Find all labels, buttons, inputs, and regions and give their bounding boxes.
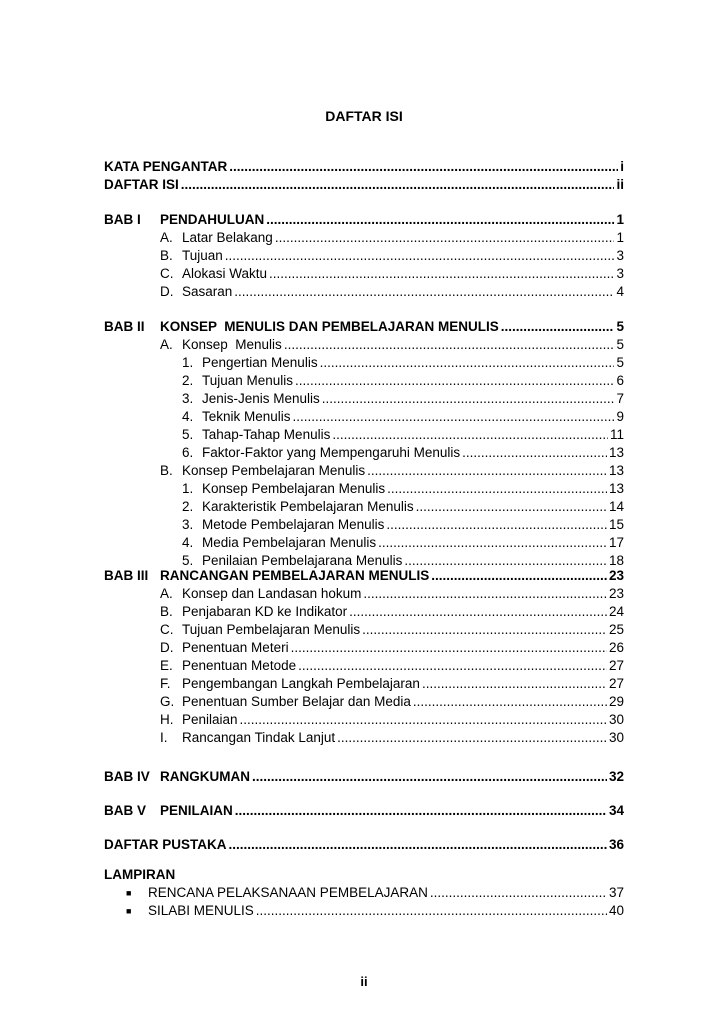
toc-entry-text: DAFTAR PUSTAKA — [104, 837, 227, 852]
toc-page-number: 24 — [608, 604, 624, 619]
toc-page-number: i — [620, 159, 624, 174]
section-letter: C. — [160, 266, 174, 281]
section-letter: A. — [160, 586, 173, 601]
toc-entry-text: PENILAIAN — [160, 803, 233, 818]
leader-dots — [332, 426, 608, 444]
leader-dots — [362, 621, 607, 639]
toc-entry-daftar-isi — [104, 176, 624, 194]
leader-dots — [387, 480, 607, 498]
leader-dots — [413, 693, 607, 711]
toc-entry-text: Konsep Pembelajaran Menulis — [182, 463, 366, 478]
section-letter: A. — [160, 337, 173, 352]
toc-page-number: 9 — [616, 409, 624, 424]
toc-page-number: 1 — [616, 230, 624, 245]
toc-entry-text: Karakteristik Pembelajaran Menulis — [202, 499, 414, 514]
section-letter: B. — [160, 463, 173, 478]
leader-dots — [235, 802, 607, 820]
toc-page-number: 29 — [608, 694, 624, 709]
chapter-label: BAB I — [104, 212, 141, 227]
leader-dots — [367, 462, 607, 480]
toc-section-entry — [160, 585, 624, 603]
toc-section-entry — [160, 657, 624, 675]
toc-subsection-entry — [182, 390, 624, 408]
toc-chapter-entry — [160, 768, 624, 786]
toc-page-number: 3 — [616, 248, 624, 263]
leader-dots — [416, 498, 607, 516]
toc-entry-text: KATA PENGANTAR — [104, 159, 228, 174]
leader-dots — [378, 534, 607, 552]
toc-entry-text: DAFTAR ISI — [104, 177, 179, 192]
toc-page-number: 23 — [608, 586, 624, 601]
toc-subsection-entry — [182, 426, 624, 444]
leader-dots — [266, 211, 614, 229]
toc-entry-text: Penjabaran KD ke Indikator — [182, 604, 348, 619]
toc-page-number: 4 — [616, 284, 624, 299]
toc-page-number: 3 — [616, 266, 624, 281]
toc-page-number: 27 — [608, 658, 624, 673]
toc-entry-text: RANCANGAN PEMBELAJARAN MENULIS — [160, 568, 430, 583]
toc-entry-text: Konsep dan Landasan hokum — [182, 586, 362, 601]
toc-appendix-entry — [148, 902, 624, 920]
toc-page-number: 5 — [616, 319, 624, 334]
toc-subsection-entry — [182, 354, 624, 372]
toc-entry-text: SILABI MENULIS — [148, 903, 254, 918]
toc-page-number: 40 — [608, 903, 624, 918]
toc-entry-text: Konsep Menulis — [182, 337, 282, 352]
section-letter: H. — [160, 712, 174, 727]
subsection-number: 1. — [182, 481, 194, 496]
toc-entry-text: Alokasi Waktu — [182, 266, 268, 281]
bullet-icon: ■ — [126, 906, 132, 916]
toc-entry-text: Tujuan Pembelajaran Menulis — [182, 622, 361, 637]
toc-section-entry — [160, 265, 624, 283]
lampiran-heading — [104, 866, 175, 884]
toc-page-number: 6 — [616, 373, 624, 388]
toc-section-entry — [160, 621, 624, 639]
toc-page-number: 14 — [608, 499, 624, 514]
toc-page-number: ii — [616, 177, 624, 192]
toc-subsection-entry — [182, 408, 624, 426]
toc-entry-text: Konsep Pembelajaran Menulis — [202, 481, 386, 496]
toc-page-number: 30 — [608, 712, 624, 727]
toc-page-number: 13 — [608, 445, 624, 460]
section-letter: A. — [160, 230, 173, 245]
toc-entry-text: Tujuan — [182, 248, 223, 263]
leader-dots — [295, 372, 614, 390]
page-title: DAFTAR ISI — [325, 108, 403, 124]
section-letter: G. — [160, 694, 175, 709]
leader-dots — [386, 516, 607, 534]
toc-page-number: 32 — [608, 769, 624, 784]
toc-subsection-entry — [182, 516, 624, 534]
leader-dots — [240, 711, 607, 729]
toc-entry-text: Pengembangan Langkah Pembelajaran — [182, 676, 420, 691]
leader-dots — [229, 836, 607, 854]
toc-entry-text: Sasaran — [182, 284, 233, 299]
toc-page-number: 13 — [608, 463, 624, 478]
leader-dots — [363, 585, 607, 603]
toc-page-number: 5 — [616, 355, 624, 370]
toc-entry-text: Latar Belakang — [182, 230, 273, 245]
toc-entry-text: Media Pembelajaran Menulis — [202, 535, 377, 550]
toc-page-number: 30 — [608, 730, 624, 745]
leader-dots — [252, 768, 607, 786]
toc-entry-text: LAMPIRAN — [104, 867, 176, 882]
subsection-number: 5. — [182, 427, 194, 442]
toc-entry-text: Pengertian Menulis — [202, 355, 318, 370]
leader-dots — [349, 603, 607, 621]
toc-page-number: 18 — [608, 553, 624, 568]
toc-subsection-entry — [182, 372, 624, 390]
toc-entry-text: Penentuan Metode — [182, 658, 297, 673]
toc-entry-kata-pengantar — [104, 158, 624, 176]
leader-dots — [501, 318, 615, 336]
bullet-icon: ■ — [126, 888, 132, 898]
leader-dots — [181, 176, 615, 194]
toc-page-number: 26 — [608, 640, 624, 655]
section-letter: F. — [160, 676, 171, 691]
subsection-number: 3. — [182, 391, 194, 406]
toc-page-number: 17 — [608, 535, 624, 550]
toc-chapter-entry — [160, 318, 624, 336]
subsection-number: 4. — [182, 409, 194, 424]
toc-section-entry — [160, 229, 624, 247]
leader-dots — [430, 884, 607, 902]
toc-page-number: 27 — [608, 676, 624, 691]
subsection-number: 2. — [182, 499, 194, 514]
chapter-label: BAB II — [104, 319, 145, 334]
toc-entry-text: RANGKUMAN — [160, 769, 250, 784]
toc-page-number: 15 — [608, 517, 624, 532]
toc-entry-text: KONSEP MENULIS DAN PEMBELAJARAN MENULIS — [160, 319, 499, 334]
toc-chapter-entry — [160, 802, 624, 820]
leader-dots — [291, 639, 607, 657]
toc-subsection-entry — [182, 444, 624, 462]
leader-dots — [275, 229, 615, 247]
toc-section-entry — [160, 603, 624, 621]
section-letter: D. — [160, 284, 174, 299]
toc-entry-text: Penentuan Meteri — [182, 640, 289, 655]
leader-dots — [322, 390, 615, 408]
toc-subsection-entry — [182, 534, 624, 552]
subsection-number: 4. — [182, 535, 194, 550]
toc-section-entry — [160, 693, 624, 711]
leader-dots — [462, 444, 607, 462]
leader-dots — [298, 657, 607, 675]
toc-subsection-entry — [182, 498, 624, 516]
toc-page-number: 7 — [616, 391, 624, 406]
leader-dots — [234, 283, 614, 301]
leader-dots — [293, 408, 615, 426]
toc-entry-text: Penilaian Pembelajarana Menulis — [202, 553, 403, 568]
leader-dots — [256, 902, 607, 920]
toc-section-entry — [160, 283, 624, 301]
section-letter: I. — [160, 730, 168, 745]
subsection-number: 2. — [182, 373, 194, 388]
toc-chapter-entry — [160, 211, 624, 229]
section-letter: B. — [160, 604, 173, 619]
toc-section-entry — [160, 711, 624, 729]
page-number-footer: ii — [360, 974, 368, 989]
toc-section-entry — [160, 336, 624, 354]
toc-entry-text: RENCANA PELAKSANAAN PEMBELAJARAN — [148, 885, 428, 900]
toc-entry-text: Jenis-Jenis Menulis — [202, 391, 320, 406]
toc-page-number: 1 — [616, 212, 624, 227]
leader-dots — [225, 247, 615, 265]
toc-entry-text: Faktor-Faktor yang Mempengaruhi Menulis — [202, 445, 461, 460]
toc-page-number: 11 — [609, 427, 624, 442]
section-letter: C. — [160, 622, 174, 637]
toc-entry-text: Rancangan Tindak Lanjut — [182, 730, 336, 745]
leader-dots — [284, 336, 615, 354]
chapter-label: BAB IV — [104, 769, 150, 784]
toc-entry-text: PENDAHULUAN — [160, 212, 265, 227]
leader-dots — [320, 354, 615, 372]
toc-page-number: 5 — [616, 337, 624, 352]
leader-dots — [431, 567, 607, 585]
leader-dots — [229, 158, 618, 176]
subsection-number: 1. — [182, 355, 194, 370]
toc-section-entry — [160, 462, 624, 480]
toc-entry-text: Penentuan Sumber Belajar dan Media — [182, 694, 411, 709]
subsection-number: 5. — [182, 553, 194, 568]
leader-dots — [269, 265, 614, 283]
toc-page-number: 36 — [608, 837, 624, 852]
toc-page-number: 25 — [608, 622, 624, 637]
subsection-number: 6. — [182, 445, 194, 460]
chapter-label: BAB V — [104, 803, 147, 818]
toc-page-number: 37 — [608, 885, 624, 900]
section-letter: D. — [160, 640, 174, 655]
toc-entry-text: Metode Pembelajaran Menulis — [202, 517, 385, 532]
chapter-label: BAB III — [104, 568, 149, 583]
toc-subsection-entry — [182, 480, 624, 498]
toc-page-number: 34 — [608, 803, 624, 818]
toc-entry-text: Penilaian — [182, 712, 238, 727]
toc-chapter-entry — [160, 567, 624, 585]
toc-page-number: 23 — [608, 568, 624, 583]
toc-entry-text: Tahap-Tahap Menulis — [202, 427, 331, 442]
toc-entry-daftar-pustaka — [104, 836, 624, 854]
toc-section-entry — [160, 675, 624, 693]
toc-section-entry — [160, 639, 624, 657]
section-letter: E. — [160, 658, 173, 673]
toc-section-entry — [160, 247, 624, 265]
toc-page-number: 13 — [608, 481, 624, 496]
leader-dots — [337, 729, 607, 747]
toc-section-entry — [160, 729, 624, 747]
toc-appendix-entry — [148, 884, 624, 902]
toc-entry-text: Tujuan Menulis — [202, 373, 294, 388]
toc-entry-text: Teknik Menulis — [202, 409, 291, 424]
section-letter: B. — [160, 248, 173, 263]
leader-dots — [422, 675, 607, 693]
subsection-number: 3. — [182, 517, 194, 532]
